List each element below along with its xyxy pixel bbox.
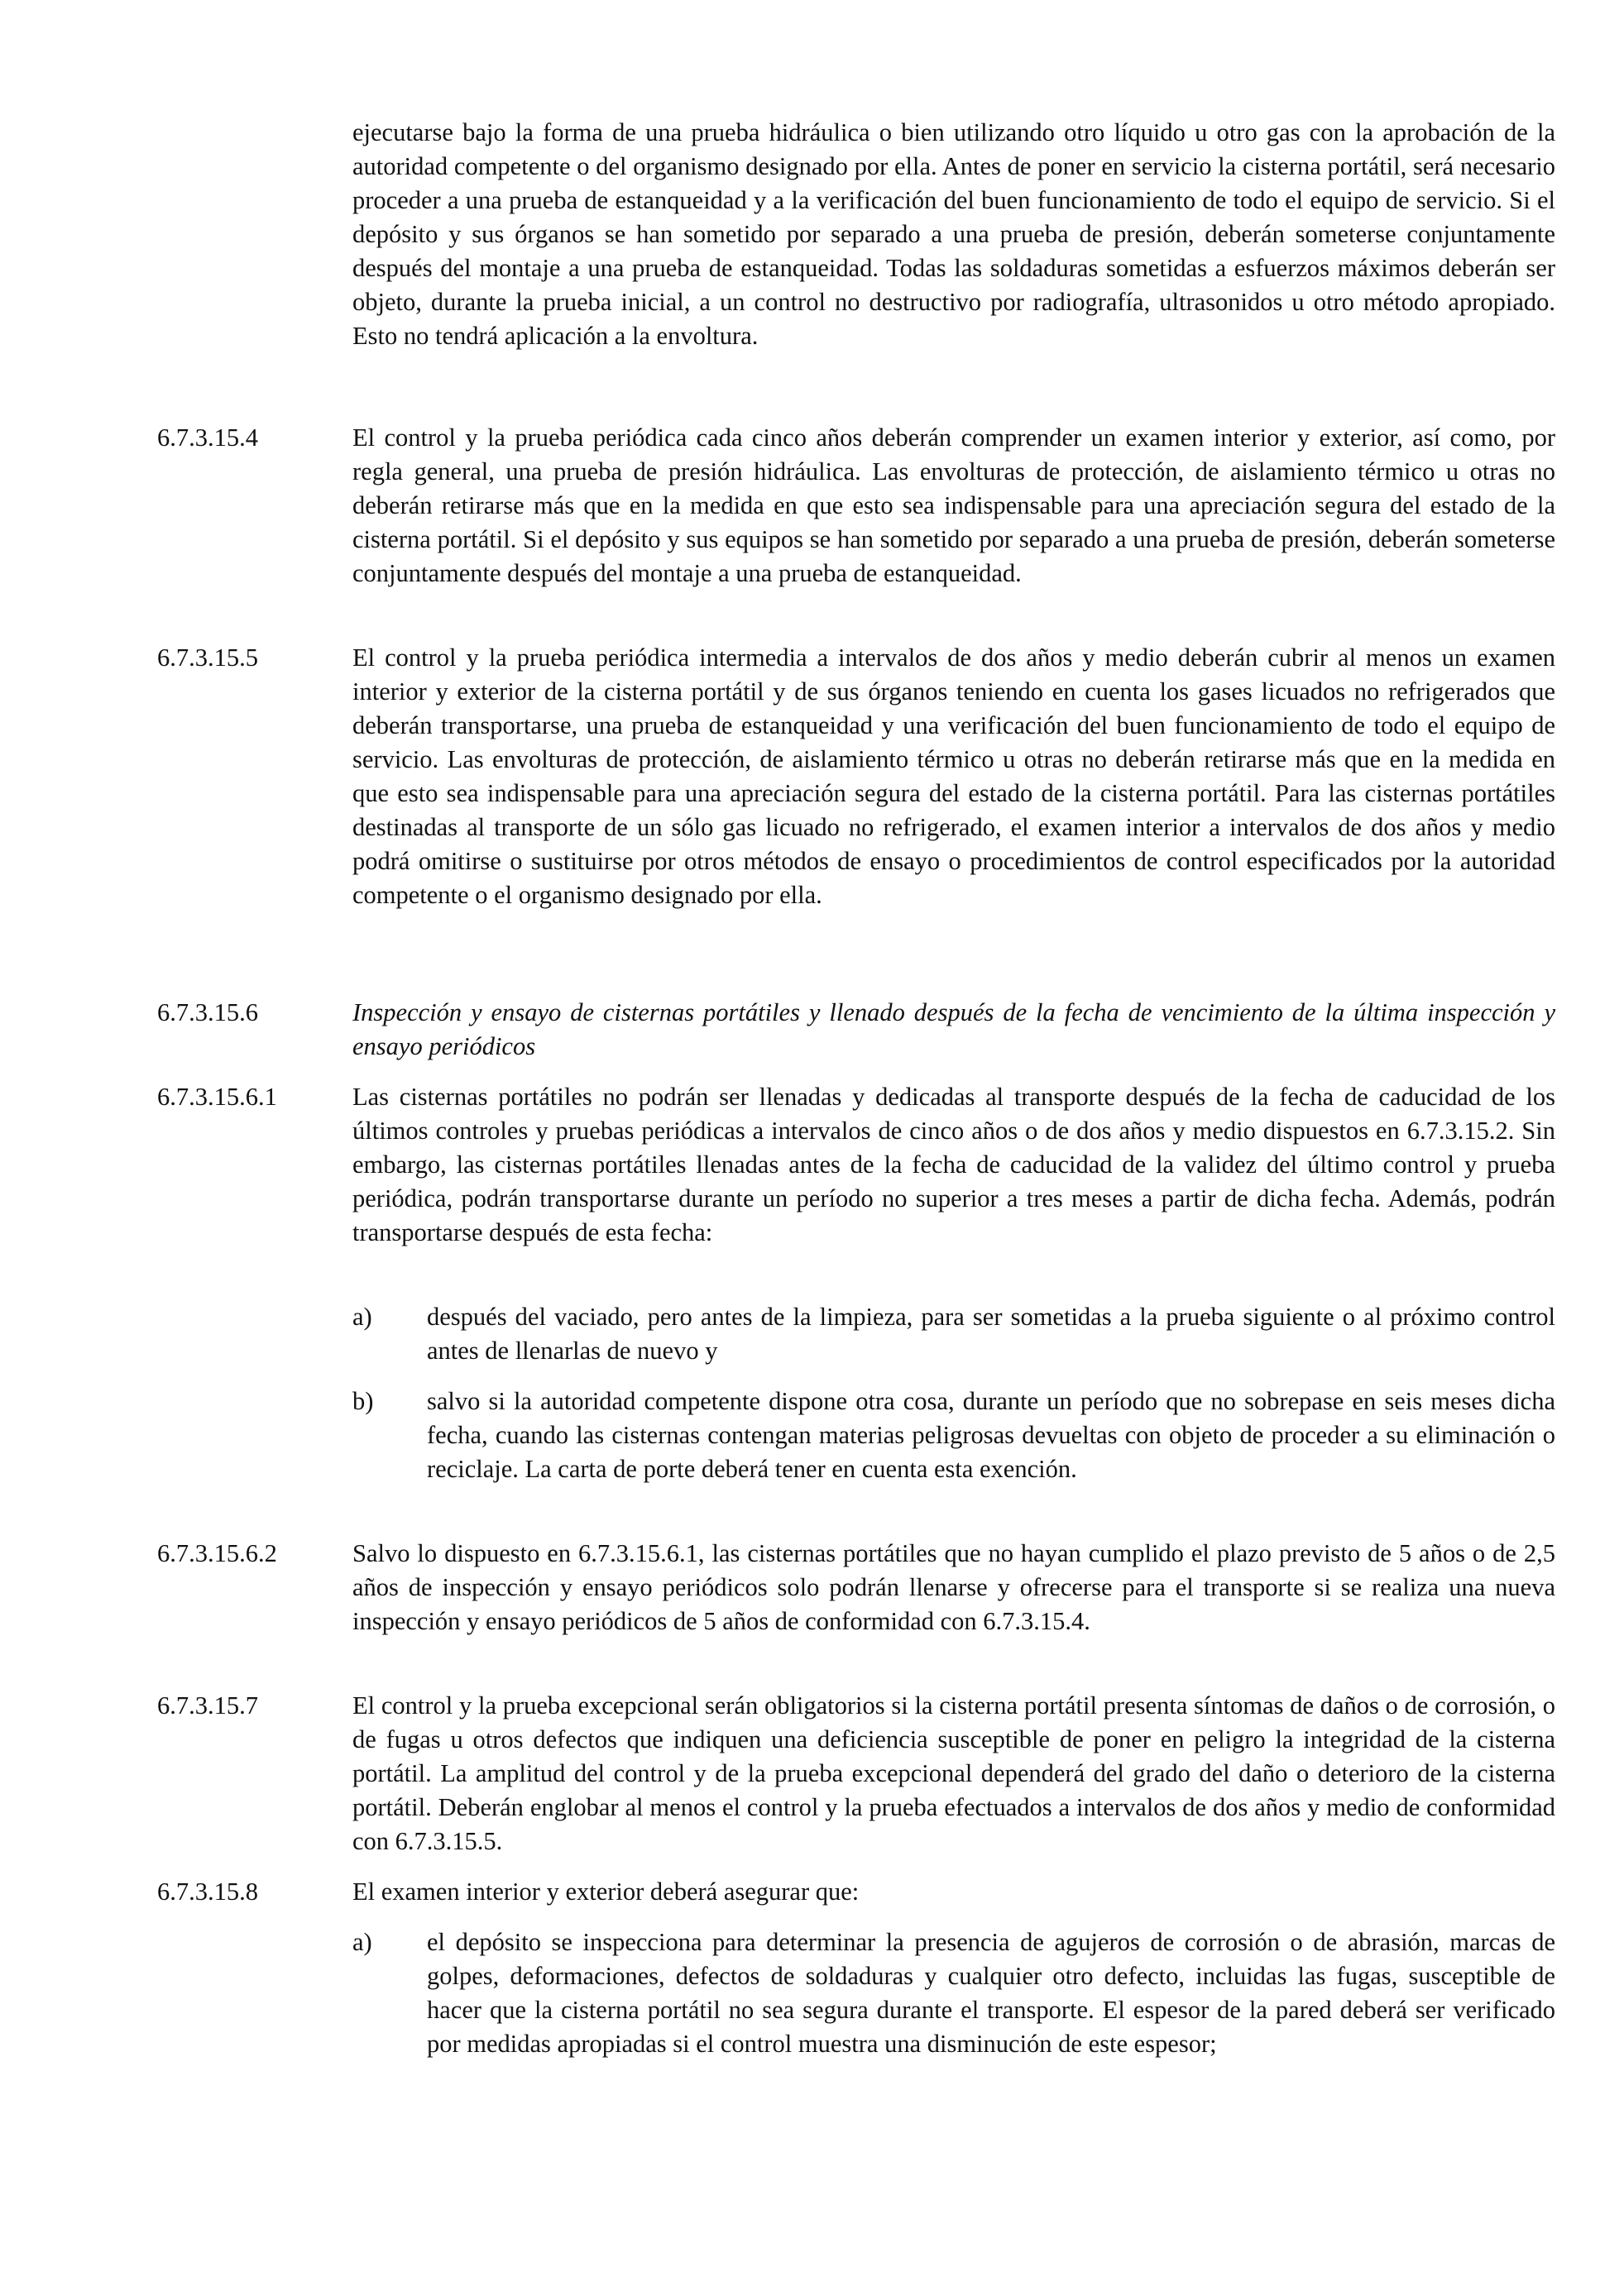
paragraph-6-7-3-15-8 [157,1875,1555,1909]
paragraph-text: El examen interior y exterior deberá asegurar que: [352,1877,860,1906]
paragraph-number: 6.7.3.15.5 [157,643,258,672]
paragraph-number: 6.7.3.15.8 [157,1877,258,1906]
list-item-label: a) [352,1303,372,1331]
paragraph-text: El control y la prueba periódica cada cinco años deberán comprender un examen interior y exterior, así como, por regla general, una prueba de presión hidráulica. Las envolturas de protección, de aislamiento térmico u otras no deberán retirarse más que en la medida en que esto sea indispensable para una apreciación segura del estado de la cisterna portátil. Si el depósito y sus equipos se han sometido por separado a una prueba de presión, deberán someterse conjuntamente después del montaje a una prueba de estanqueidad. [352,423,1555,587]
paragraph-text: ejecutarse bajo la forma de una prueba hidráulica o bien utilizando otro líquido u otro gas con la aprobación de la autoridad competente o del organismo designado por ella. Antes de poner en servicio la cisterna portátil, será necesario proceder a una prueba de estanqueidad y a la verificación del buen funcionamiento de todo el equipo de servicio. Si el depósito y sus órganos se han sometido por separado a una prueba de presión, deberán someterse conjuntamente después del montaje a una prueba de estanqueidad. Todas las soldaduras sometidas a esfuerzos máximos deberán ser objeto, durante la prueba inicial, a un control no destructivo por radiografía, ultrasonidos u otro método apropiado. Esto no tendrá aplicación a la envoltura. [352,118,1555,350]
paragraph-text: Las cisternas portátiles no podrán ser llenadas y dedicadas al transporte después de la fecha de caducidad de los últimos controles y pruebas periódicas a intervalos de cinco años o de dos años y medio dispuestos en 6.7.3.15.2. Sin embargo, las cisternas portátiles llenadas antes de la fecha de caducidad de la validez del último control y prueba periódica, podrán transportarse durante un período no superior a tres meses a partir de dicha fecha. Además, podrán transportarse después de esta fecha: [352,1083,1555,1246]
list-item-text: el depósito se inspecciona para determinar la presencia de agujeros de corrosión o de abrasión, marcas de golpes, deformaciones, defectos de soldaduras y cualquier otro defecto, incluidas las fugas, susceptible de hacer que la cisterna portátil no sea segura durante el transporte. El espesor de la pared deberá ser verificado por medidas apropiadas si el control muestra una disminución de este espesor; [427,1928,1555,2058]
paragraph-text: El control y la prueba periódica intermedia a intervalos de dos años y medio deberán cubrir al menos un examen interior y exterior de la cisterna portátil y de sus órganos teniendo en cuenta los gases licuados no refrigerados que deberán transportarse, una prueba de estanqueidad y una verificación del buen funcionamiento de todo el equipo de servicio. Las envolturas de protección, de aislamiento térmico u otras no deberán retirarse más que en la medida en que esto sea indispensable para una apreciación segura del estado de la cisterna portátil. Para las cisternas portátiles destinadas al transporte de un sólo gas licuado no refrigerado, el examen interior a intervalos de dos años y medio podrá omitirse o sustituirse por otros métodos de ensayo o procedimientos de control especificados por la autoridad competente o el organismo designado por ella. [352,643,1555,909]
paragraph-6-7-3-15-6-1 [157,1080,1555,1250]
paragraph-6-7-3-15-6 [157,996,1555,1064]
list-item [352,1925,1555,2061]
list-item-label: a) [352,1928,372,1956]
paragraph-number: 6.7.3.15.7 [157,1691,258,1720]
paragraph-number: 6.7.3.15.6.1 [157,1083,277,1111]
paragraph-6-7-3-15-6-2 [157,1537,1555,1638]
list-item-text: después del vaciado, pero antes de la limpieza, para ser sometidas a la prueba siguiente o al próximo control antes de llenarlas de nuevo y [427,1303,1555,1365]
paragraph-6-7-3-15-7 [157,1689,1555,1858]
list-item [352,1385,1555,1486]
paragraph-6-7-3-15-5 [157,641,1555,912]
paragraph-number: 6.7.3.15.6.2 [157,1539,277,1567]
paragraph-number: 6.7.3.15.4 [157,423,258,452]
paragraph-text: Salvo lo dispuesto en 6.7.3.15.6.1, las cisternas portátiles que no hayan cumplido el plazo previsto de 5 años o de 2,5 años de inspección y ensayo periódicos solo podrán llenarse y ofrecerse para el transporte si se realiza una nueva inspección y ensayo periódicos de 5 años de conformidad con 6.7.3.15.4. [352,1539,1555,1635]
paragraph-text: El control y la prueba excepcional serán obligatorios si la cisterna portátil presenta síntomas de daños o de corrosión, o de fugas u otros defectos que indiquen una deficiencia susceptible de poner en peligro la integridad de la cisterna portátil. La amplitud del control y de la prueba excepcional dependerá del grado del daño o deterioro de la cisterna portátil. Deberán englobar al menos el control y la prueba efectuados a intervalos de dos años y medio de conformidad con 6.7.3.15.5. [352,1691,1555,1855]
list-item-label: b) [352,1387,374,1415]
list-item [352,1300,1555,1368]
paragraph-continuation [157,116,1555,353]
paragraph-number: 6.7.3.15.6 [157,998,258,1026]
section-heading: Inspección y ensayo de cisternas portátiles y llenado después de la fecha de vencimiento de la última inspección y ensayo periódicos [352,998,1555,1060]
paragraph-6-7-3-15-4 [157,421,1555,591]
list-item-text: salvo si la autoridad competente dispone otra cosa, durante un período que no sobrepase en seis meses dicha fecha, cuando las cisternas contengan materias peligrosas devueltas con objeto de proceder a su eliminación o reciclaje. La carta de porte deberá tener en cuenta esta exención. [427,1387,1555,1483]
